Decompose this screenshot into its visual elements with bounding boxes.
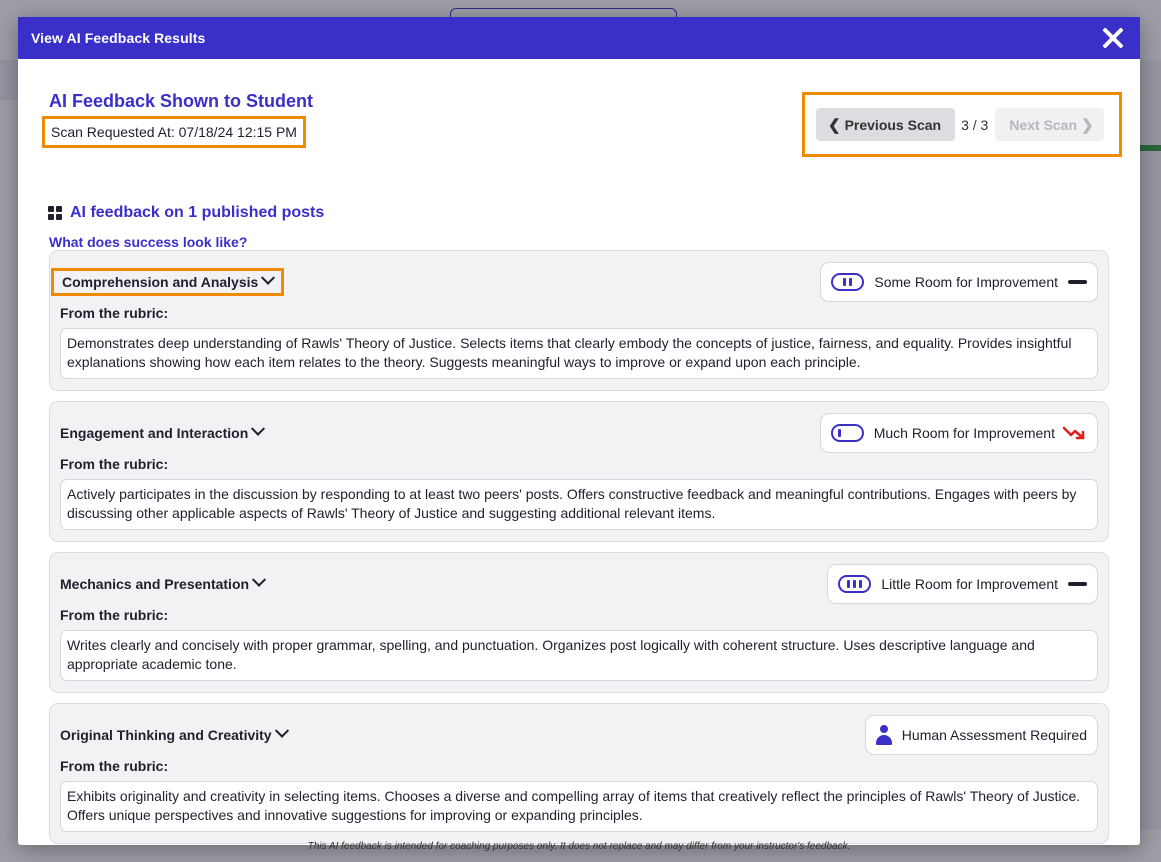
person-icon	[876, 725, 892, 745]
rating-label: Much Room for Improvement	[873, 425, 1055, 441]
criterion-toggle[interactable]	[51, 268, 284, 296]
level-pill-icon	[831, 424, 864, 442]
close-icon[interactable]	[1100, 25, 1126, 51]
criterion-toggle[interactable]	[60, 576, 264, 592]
modal-header	[18, 17, 1140, 59]
rating-badge	[865, 715, 1098, 755]
criterion-header	[60, 553, 1098, 615]
previous-scan-label: Previous Scan	[844, 116, 942, 133]
chevron-left-icon: ❮	[828, 116, 841, 134]
disclaimer: This AI feedback is intended for coaching purposes only. It does not replace and may differ from your instructor's feedback.	[307, 841, 851, 852]
criterion-card	[49, 703, 1109, 844]
dash-icon	[1068, 582, 1087, 586]
rubric-text: Actively participates in the discussion by responding to at least two peers' posts. Offers constructive feedback and meaningful contributions. Engages with peers by discussing other applicable aspects of Rawls' Theory of Justice and suggesting additional relevant items.	[60, 479, 1098, 530]
rubric-label: From the rubric:	[60, 607, 169, 623]
scan-count: 3 / 3	[961, 116, 989, 133]
modal-title: View AI Feedback Results	[31, 30, 206, 46]
scan-requested-at: Scan Requested At: 07/18/24 12:15 PM	[42, 116, 306, 148]
criterion-toggle[interactable]	[60, 727, 287, 743]
chevron-down-icon	[261, 271, 275, 285]
criterion-header	[60, 402, 1098, 464]
rating-label: Some Room for Improvement	[874, 274, 1058, 290]
level-pill-icon	[831, 273, 864, 291]
criterion-card	[49, 552, 1109, 693]
chevron-down-icon	[275, 724, 289, 738]
feedback-heading: AI Feedback Shown to Student	[49, 91, 314, 111]
dash-icon	[1068, 280, 1087, 284]
criterion-toggle[interactable]	[60, 425, 263, 441]
rubric-text: Exhibits originality and creativity in selecting items. Chooses a diverse and compelling array of items that creatively reflect the principles of Rawls' Theory of Justice. Offers unique perspectives and innovative suggestions for improving or expanding principles.	[60, 781, 1098, 832]
rubric-text: Writes clearly and concisely with proper grammar, spelling, and punctuation. Organizes post logically with coherent structure. Uses descriptive language and appropriate academic tone.	[60, 630, 1098, 681]
grid-icon	[48, 206, 62, 220]
chevron-right-icon: ❯	[1081, 116, 1094, 134]
next-scan-button[interactable]	[995, 108, 1103, 141]
rating-badge	[820, 413, 1098, 453]
chevron-down-icon	[252, 573, 266, 587]
criteria-list	[49, 250, 1109, 854]
criterion-header	[60, 251, 1098, 313]
success-link[interactable]: What does success look like?	[49, 234, 248, 250]
rating-badge	[827, 564, 1098, 604]
chevron-down-icon	[251, 422, 265, 436]
rating-label: Little Room for Improvement	[881, 576, 1058, 592]
trend-down-icon	[1063, 425, 1087, 441]
criterion-card	[49, 401, 1109, 542]
rubric-text: Demonstrates deep understanding of Rawls' Theory of Justice. Selects items that clearly embody the concepts of justice, fairness, and equality. Provides insightful explanations showing how each item relates to the theory. Suggests meaningful ways to improve or expand upon each principle.	[60, 328, 1098, 379]
criterion-name: Engagement and Interaction	[60, 425, 249, 441]
criterion-name: Comprehension and Analysis	[62, 274, 259, 290]
criterion-card	[49, 250, 1109, 391]
ai-feedback-modal	[18, 17, 1140, 852]
rubric-label: From the rubric:	[60, 456, 169, 472]
level-pill-icon	[838, 575, 871, 593]
posts-summary-text: AI feedback on 1 published posts	[70, 204, 325, 221]
rating-badge	[820, 262, 1098, 302]
rating-label: Human Assessment Required	[901, 727, 1087, 743]
criterion-name: Mechanics and Presentation	[60, 576, 250, 592]
rubric-label: From the rubric:	[60, 305, 169, 321]
posts-summary	[48, 204, 324, 222]
scan-navigation	[802, 92, 1122, 157]
criterion-name: Original Thinking and Creativity	[60, 727, 272, 743]
rubric-label: From the rubric:	[60, 758, 169, 774]
previous-scan-button[interactable]	[816, 108, 955, 141]
next-scan-label: Next Scan	[1009, 116, 1078, 133]
criterion-header	[60, 704, 1098, 766]
